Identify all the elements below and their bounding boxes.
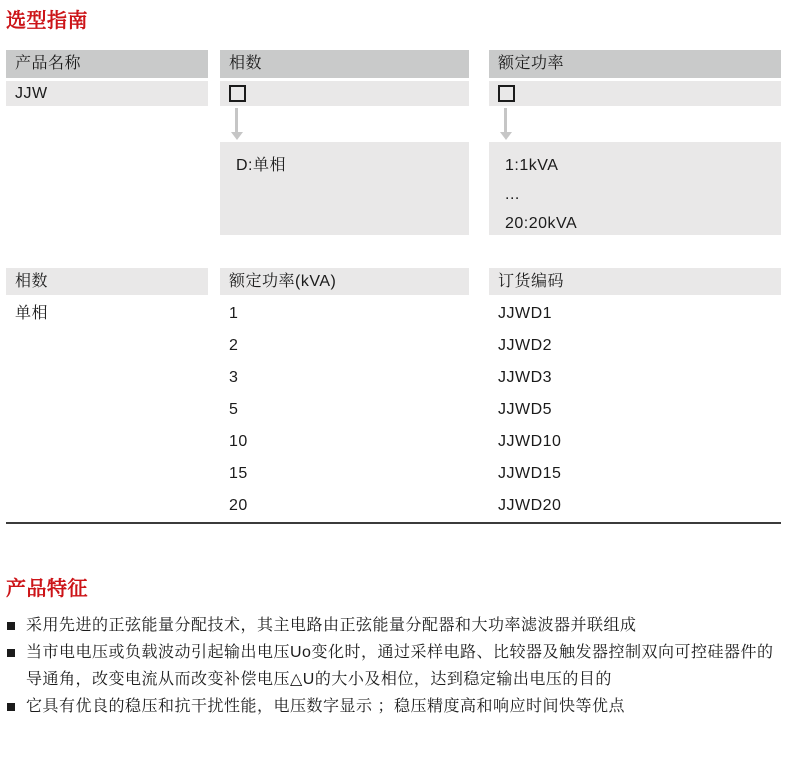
order-table — [6, 268, 781, 522]
bullet-square-icon — [7, 703, 15, 711]
selection-table — [6, 50, 781, 235]
arrow-down-icon — [499, 108, 512, 140]
table-row — [6, 426, 781, 458]
code-cell: JJWD3 — [498, 369, 553, 386]
phase-cell — [6, 394, 208, 426]
column-header: 相数 — [220, 50, 469, 78]
phase-checkbox-cell — [220, 81, 469, 106]
phase-cell — [6, 362, 208, 394]
feature-item — [6, 693, 781, 720]
power-cell: 3 — [229, 369, 239, 386]
option-line: ... — [505, 186, 520, 203]
code-cell: JJWD5 — [498, 401, 553, 418]
column-header: 产品名称 — [6, 50, 208, 78]
table-row — [6, 330, 781, 362]
bullet-square-icon — [7, 649, 15, 657]
option-line: D:单相 — [236, 157, 287, 174]
selection-column-power — [489, 50, 781, 235]
option-line: 1:1kVA — [505, 157, 559, 174]
table-row — [6, 490, 781, 522]
feature-list — [6, 612, 781, 720]
product-code-cell — [6, 81, 208, 106]
feature-text: 它具有优良的稳压和抗干扰性能，电压数字显示 ；稳压精度高和响应时间快等优点 — [26, 698, 625, 715]
product-code: JJW — [15, 84, 48, 102]
feature-text: 当市电电压或负载波动引起输出电压Uo变化时，通过采样电路、比较器及触发器控制双向可控硅器件的导通角，改变电流从而改变补偿电压△U的大小及相位，达到稳定输出电压的目的 — [26, 644, 774, 688]
power-options-box — [489, 142, 781, 235]
section-divider — [6, 522, 781, 524]
features-title: 产品特征 — [6, 578, 88, 600]
column-header: 额定功率 — [489, 50, 781, 78]
phase-options-box — [220, 142, 469, 235]
table-row — [6, 298, 781, 330]
feature-item — [6, 612, 781, 639]
code-cell: JJWD2 — [498, 337, 553, 354]
power-cell: 20 — [229, 497, 248, 514]
table-row — [6, 458, 781, 490]
checkbox-icon — [229, 85, 246, 102]
features-section — [6, 578, 781, 720]
power-cell: 2 — [229, 337, 239, 354]
phase-cell — [6, 458, 208, 490]
code-cell: JJWD10 — [498, 433, 562, 450]
bullet-square-icon — [7, 622, 15, 630]
code-cell: JJWD1 — [498, 305, 553, 322]
phase-cell — [6, 490, 208, 522]
table-row — [6, 394, 781, 426]
arrow-zone — [489, 106, 781, 142]
phase-cell: 单相 — [15, 305, 49, 322]
table-header-cell: 额定功率(kVA) — [220, 268, 469, 295]
page-title: 选型指南 — [6, 10, 88, 32]
selection-column-phase — [220, 50, 469, 235]
table-header-cell: 相数 — [6, 268, 208, 295]
option-line: 20:20kVA — [505, 215, 578, 232]
checkbox-icon — [498, 85, 515, 102]
phase-cell — [6, 426, 208, 458]
table-row — [6, 362, 781, 394]
arrow-zone — [220, 106, 469, 142]
power-checkbox-cell — [489, 81, 781, 106]
arrow-down-icon — [230, 108, 243, 140]
power-cell: 15 — [229, 465, 248, 482]
feature-text: 采用先进的正弦能量分配技术，其主电路由正弦能量分配器和大功率滤波器并联组成 — [26, 617, 637, 634]
code-cell: JJWD20 — [498, 497, 562, 514]
power-cell: 10 — [229, 433, 248, 450]
code-cell: JJWD15 — [498, 465, 562, 482]
power-cell: 1 — [229, 305, 239, 322]
table-header-cell: 订货编码 — [489, 268, 781, 295]
power-cell: 5 — [229, 401, 239, 418]
feature-item — [6, 639, 781, 693]
selection-column-product — [6, 50, 208, 235]
order-table-header — [6, 268, 781, 298]
phase-cell — [6, 330, 208, 362]
